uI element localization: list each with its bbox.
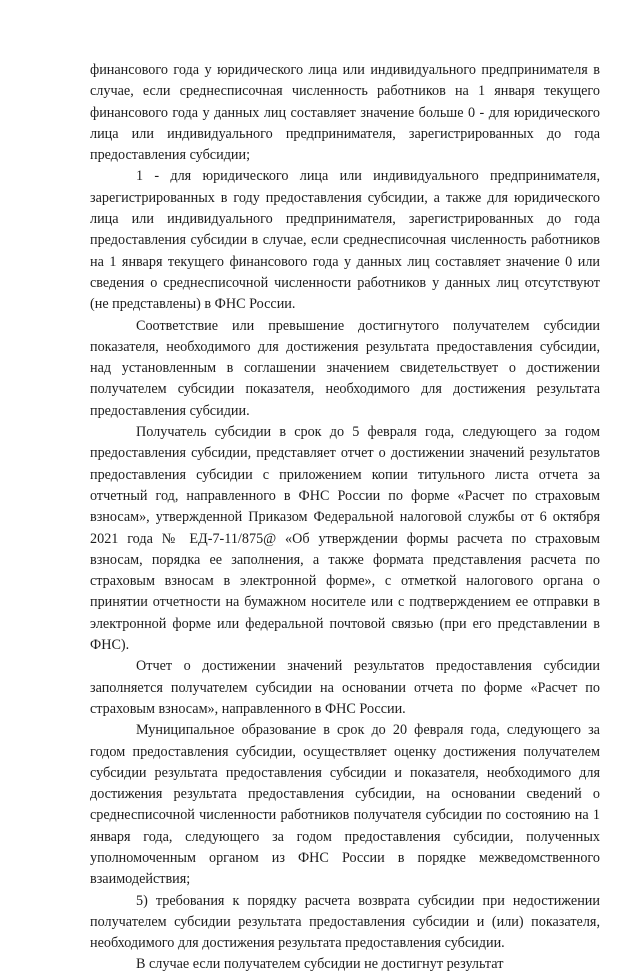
paragraph-not-achieved: В случае если получателем субсидии не достигнут результат [136, 956, 504, 973]
paragraph-municipal-assessment: Муниципальное образование в срок до 20 февраля года, следующего за годом предоставления субсидии, осуществляет оценку достижения получателем субсидии результата предоставления субсидии и показателя, необходимого для достижения результата предоставления субсидии, на основании сведений о среднесписочной численности работников получателя субсидии по состоянию на 1 января года, следующего за годом предоставления субсидии, полученных уполномоченным органом из ФНС России в порядке межведомственного взаимодействия; [90, 722, 600, 888]
document-page [90, 60, 600, 976]
paragraph-continuation: финансового года у юридического лица или индивидуального предпринимателя в случае, если среднесписочная численность работников на 1 января текущего финансового года у данных лиц составляет значение больше 0 - для юридического лица или индивидуального предпринимателя, зарегистрированных до года предоставления субсидии; [90, 62, 600, 164]
paragraph-report-submission: Получатель субсидии в срок до 5 февраля года, следующего за годом предоставления субсидии, представляет отчет о достижении значений результатов предоставления субсидии с приложением копии титульного листа отчета за отчетный год, направленного в ФНС России по форме «Расчет по страховым взносам», утвержденной Приказом Федеральной налоговой службы от 6 октября 2021 года № ЕД-7-11/875@ «Об утверждении формы расчета по страховым взносам, порядка ее заполнения, а также формата представления расчета по страховым взносам в электронной форме», с отметкой налогового органа о принятии отчетности на бумажном носителе или с подтверждением ее отправки в электронной форме или федеральной почтовой связью (при его представлении в ФНС). [90, 424, 600, 654]
paragraph-refund-requirements: 5) требования к порядку расчета возврата субсидии при недостижении получателем субсидии результата предоставления субсидии и (или) показателя, необходимого для достижения результата предоставления субсидии. [90, 892, 600, 952]
paragraph-value-one: 1 - для юридического лица или индивидуального предпринимателя, зарегистрированных в году предоставления субсидии, а также для юридического лица или индивидуального предпринимателя, зарегистрированных до года предоставления субсидии в случае, если среднесписочная численность работников на 1 января текущего финансового года у данных лиц составляет значение 0 или сведения о среднесписочной численности работников у данных лиц отсутствуют (не представлены) в ФНС России. [90, 168, 600, 313]
paragraph-report-filling: Отчет о достижении значений результатов предоставления субсидии заполняется получателем субсидии на основании отчета по форме «Расчет по страховым взносам», направленного в ФНС России. [90, 658, 600, 717]
paragraph-indicator-compliance: Соответствие или превышение достигнутого получателем субсидии показателя, необходимого для достижения результата предоставления субсидии, над установленным в соглашении значением свидетельствует о достижении получателем субсидии показателя, необходимого для достижения результата предоставления субсидии. [90, 317, 600, 419]
